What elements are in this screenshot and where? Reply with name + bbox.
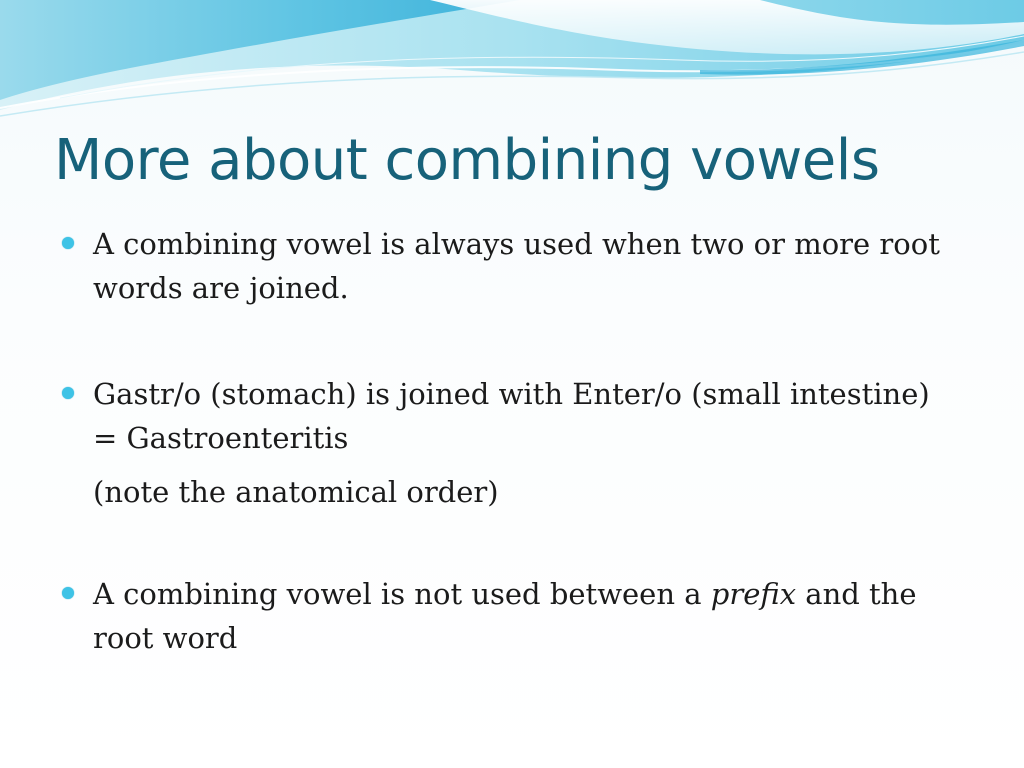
bullet-text: Gastr/o (stomach) is joined with Enter/o (small intestine) = Gastroenteritis <box>93 377 930 455</box>
bullet-dot-icon <box>62 237 74 249</box>
slide-title: More about combining vowels <box>54 128 880 193</box>
bullet-text-after: and the root word <box>93 577 917 655</box>
bullet-emphasis: prefix <box>710 577 797 611</box>
bullet-item <box>62 222 962 310</box>
bullet-dot-icon <box>62 587 74 599</box>
bullet-list <box>62 222 962 660</box>
bullet-dot-icon <box>62 387 74 399</box>
decorative-wave-header <box>0 0 1024 130</box>
bullet-item <box>62 572 962 660</box>
bullet-item <box>62 372 962 460</box>
bullet-note: (note the anatomical order) <box>93 475 499 509</box>
bullet-text-before: A combining vowel is not used between a <box>93 577 711 611</box>
bullet-text: A combining vowel is always used when two or more root words are joined. <box>93 227 940 305</box>
